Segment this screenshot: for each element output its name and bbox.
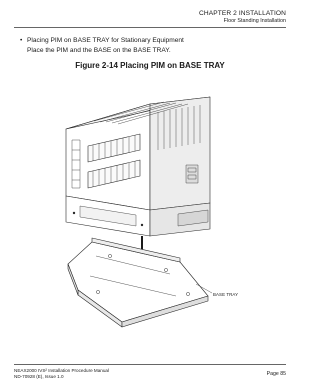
footer-manual-info (14, 368, 109, 380)
instruction-bullet: Placing PIM on BASE TRAY for Stationary Equipment (27, 37, 184, 44)
manual-title: NEAX2000 IVS² Installation Procedure Manual (14, 368, 109, 373)
footer-divider (14, 364, 286, 365)
section-title: Floor Standing Installation (223, 18, 286, 24)
header-divider (14, 27, 286, 28)
page-header (199, 10, 286, 24)
chapter-title: CHAPTER 2 INSTALLATION (199, 10, 286, 17)
screw (141, 224, 143, 226)
tray-floor (68, 242, 208, 322)
pim-side-panel (150, 97, 210, 210)
instruction-block (20, 36, 184, 55)
side-connectors (186, 165, 198, 183)
manual-issue: ND-70928 (E), Issue 1.0 (14, 374, 64, 379)
page-number: Page 85 (266, 371, 286, 377)
pim-base-tray-diagram (0, 72, 300, 362)
pim-cabinet (66, 97, 210, 210)
screw (73, 212, 75, 214)
figure-caption: Figure 2-14 Placing PIM on BASE TRAY (75, 61, 225, 70)
instruction-detail: Place the PIM and the BASE on the BASE TRAY. (27, 46, 171, 54)
base-tray-callout: BASE TRAY (213, 292, 239, 297)
base-tray (68, 238, 212, 327)
bullet-dot: • (20, 37, 23, 44)
